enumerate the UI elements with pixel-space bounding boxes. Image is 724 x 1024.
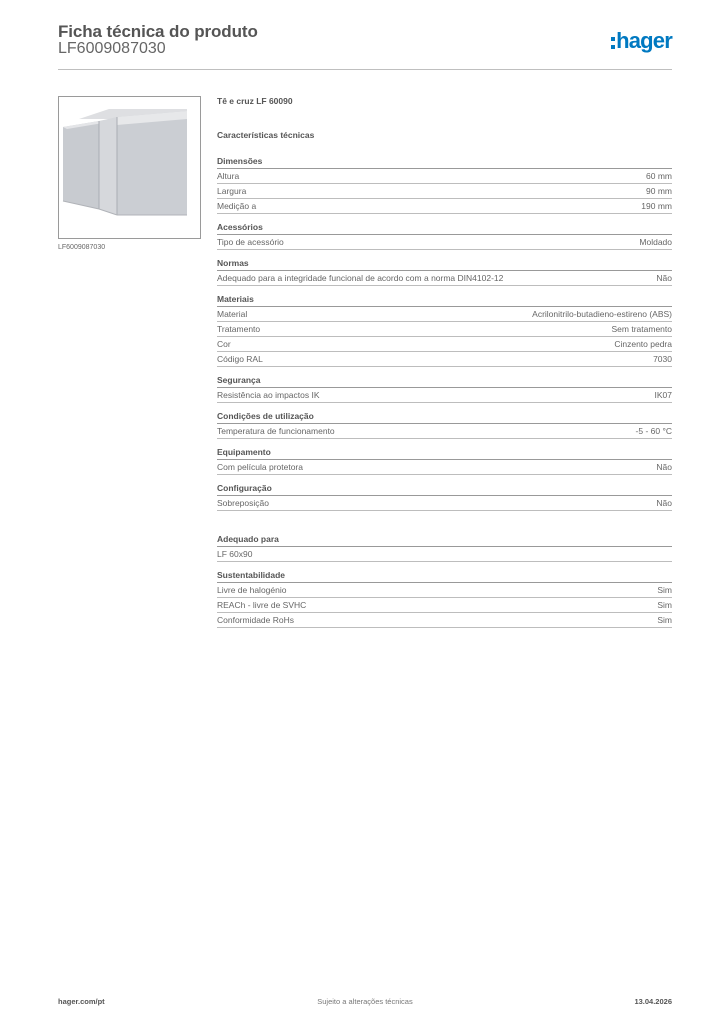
spec-value: 90 mm	[646, 186, 672, 196]
spec-sections	[217, 156, 672, 628]
spec-row	[217, 184, 672, 199]
section-title: Materiais	[217, 294, 672, 307]
spec-row	[217, 388, 672, 403]
spec-section	[217, 375, 672, 403]
spec-label: Sobreposição	[217, 498, 269, 508]
spec-label: Resistência ao impactos IK	[217, 390, 320, 400]
spec-row	[217, 424, 672, 439]
spec-value: -5 - 60 °C	[635, 426, 672, 436]
spec-value: Não	[656, 462, 672, 472]
spec-value: IK07	[654, 390, 672, 400]
spec-section	[217, 534, 672, 562]
spec-row	[217, 547, 672, 562]
section-title: Acessórios	[217, 222, 672, 235]
document-title: Ficha técnica do produto	[58, 22, 258, 41]
spec-label: Tipo de acessório	[217, 237, 284, 247]
spec-label: Adequado para a integridade funcional de acordo com a norma DIN4102-12	[217, 273, 504, 283]
hager-logo[interactable]	[611, 30, 672, 52]
spec-section	[217, 156, 672, 214]
spec-row	[217, 307, 672, 322]
spec-value: Cinzento pedra	[614, 339, 672, 349]
spec-row	[217, 598, 672, 613]
spec-row	[217, 613, 672, 628]
spec-value: Acrilonitrilo-butadieno-estireno (ABS)	[532, 309, 672, 319]
spec-label: Código RAL	[217, 354, 263, 364]
spec-row	[217, 460, 672, 475]
product-code: LF6009087030	[58, 40, 166, 57]
spec-value: Sem tratamento	[611, 324, 672, 334]
spec-value: Sim	[657, 615, 672, 625]
spec-value: 7030	[653, 354, 672, 364]
tee-cross-product-illustration	[59, 97, 200, 238]
spec-value: Sim	[657, 585, 672, 595]
spec-value: Sim	[657, 600, 672, 610]
spec-section	[217, 447, 672, 475]
spec-label: Livre de halogénio	[217, 585, 287, 595]
section-title: Configuração	[217, 483, 672, 496]
spec-row	[217, 337, 672, 352]
spec-value: 60 mm	[646, 171, 672, 181]
logo-colon-icon	[611, 37, 615, 49]
footer-website[interactable]: hager.com/pt	[58, 997, 105, 1006]
spec-row	[217, 583, 672, 598]
spec-section	[217, 294, 672, 367]
spec-label: Cor	[217, 339, 231, 349]
spec-content	[217, 96, 672, 636]
logo-wordmark: hager	[616, 28, 672, 53]
section-title: Adequado para	[217, 534, 672, 547]
spec-label: Com película protetora	[217, 462, 303, 472]
spec-row	[217, 235, 672, 250]
spec-label: Conformidade RoHs	[217, 615, 295, 625]
footer-notice: Sujeito a alterações técnicas	[317, 997, 413, 1006]
spec-row	[217, 352, 672, 367]
spec-value: 190 mm	[641, 201, 672, 211]
spec-section	[217, 411, 672, 439]
spec-row	[217, 322, 672, 337]
spec-value: Não	[656, 273, 672, 283]
tech-heading: Características técnicas	[217, 130, 315, 140]
spec-label: Temperatura de funcionamento	[217, 426, 335, 436]
section-title: Sustentabilidade	[217, 570, 672, 583]
section-title: Equipamento	[217, 447, 672, 460]
spec-label: Altura	[217, 171, 240, 181]
spec-section	[217, 570, 672, 628]
spec-label: Tratamento	[217, 324, 261, 334]
spec-section	[217, 258, 672, 286]
spec-row	[217, 271, 672, 286]
section-title: Dimensões	[217, 156, 672, 169]
spec-value: Não	[656, 498, 672, 508]
spec-label: Material	[217, 309, 248, 319]
section-title: Condições de utilização	[217, 411, 672, 424]
spec-row	[217, 169, 672, 184]
spec-label: Medição a	[217, 201, 257, 211]
spec-label: REACh - livre de SVHC	[217, 600, 307, 610]
spec-section	[217, 483, 672, 511]
section-title: Normas	[217, 258, 672, 271]
product-name: Tê e cruz LF 60090	[217, 96, 293, 106]
spec-label: LF 60x90	[217, 549, 253, 559]
footer-date: 13.04.2026	[634, 997, 672, 1006]
spec-value: Moldado	[639, 237, 672, 247]
spec-row	[217, 199, 672, 214]
spec-label: Largura	[217, 186, 247, 196]
spec-section	[217, 222, 672, 250]
image-caption: LF6009087030	[58, 244, 106, 251]
section-title: Segurança	[217, 375, 672, 388]
page-header	[58, 20, 672, 70]
spec-row	[217, 496, 672, 511]
product-image	[58, 96, 201, 239]
